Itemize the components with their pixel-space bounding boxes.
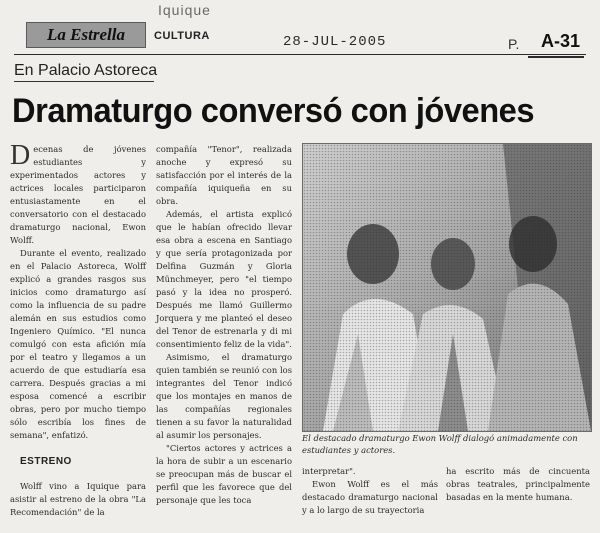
page-prefix: P. xyxy=(508,36,520,52)
newspaper-logo: La Estrella xyxy=(26,22,146,48)
page-number-underline xyxy=(528,56,584,58)
page-number: A-31 xyxy=(541,31,581,51)
handwritten-city-note: Iquique xyxy=(158,2,211,18)
paragraph-santiago: Además, el artista explicó que le habían ofrecido llevar esa obra a escena en Santiago y que sería protagonizada por Delfina Guzmán y Gloria Münchmeyer, pero "el tiempo pasó y la idea no prosperó. Después me llamó Guillermo Jorquera y me planteó el deseo del Tenor de estrenarla y di mi consentimiento feliz de la vida". xyxy=(156,209,292,349)
article-column-1 xyxy=(10,140,146,440)
paragraph-premiere: Wolff vino a Iquique para asistir al estreno de la obra "La Recomendación" de la xyxy=(10,481,146,517)
masthead-divider xyxy=(14,54,586,55)
paragraph-works: ha escrito más de cincuenta obras teatrales, principalmente basadas en la mente humana. xyxy=(446,466,590,502)
article-column-1-bottom xyxy=(10,480,146,533)
kicker-underline xyxy=(14,81,154,82)
article-subhead: ESTRENO xyxy=(20,456,72,467)
paragraph-quote: "Ciertos actores y actrices a la hora de subir a un escenario se preocupan más de buscar el perfil que les favorece que del personaje que les toca xyxy=(156,443,292,505)
paragraph-interpret: interpretar". xyxy=(302,466,356,476)
photo-caption: El destacado dramaturgo Ewon Wolff dialogó animadamente con estudiantes y actores. xyxy=(302,433,578,455)
photo-halftone-image xyxy=(303,144,591,431)
paragraph-event: Durante el evento, realizado en el Palacio Astoreca, Wolff explicó a grandes rasgos sus inicios como dramaturgo así como la influencia de su padre alemán en sus estudios como Ingeniero Químico. "El nunca comulgó con esta afición mía por el teatro y llegamos a un acuerdo de que estudiaría esa carrera. Después gracias a mi esposa comencé a escribir obras, pero por mucho tiempo sólo escribía los fines de semana", enfatizó. xyxy=(10,248,146,440)
section-label: CULTURA xyxy=(154,30,210,42)
drop-cap: D xyxy=(10,140,31,171)
paragraph-continuation: compañía "Tenor", realizada anoche y expresó su satisfacción por el interés de la compañía iquiqueña en su obra. xyxy=(156,144,292,206)
article-photo xyxy=(302,143,592,432)
article-kicker: En Palacio Astoreca xyxy=(14,62,158,79)
article-headline: Dramaturgo conversó con jóvenes xyxy=(12,92,535,130)
paragraph-intro xyxy=(10,140,146,247)
paragraph-regional: Asimismo, el dramaturgo quien también se reunió con los integrantes del Tenor indicó que los montajes en manos de las compañías regionales tienen a su favor la naturalidad al asumir los personajes. xyxy=(156,352,292,440)
article-column-2 xyxy=(156,143,292,533)
article-column-4 xyxy=(446,465,590,533)
handwritten-date-note: 28-JUL-2005 xyxy=(283,34,387,50)
paragraph-intro-text: ecenas de jóvenes estudiantes y experimentados actores y actrices locales participaron entusiastamente en el conversatorio con el destacado dramaturgo nacional, Ewon Wolff. xyxy=(10,144,146,245)
article-column-3 xyxy=(302,465,438,533)
paragraph-career: Ewon Wolff es el más destacado dramaturgo nacional y a lo largo de su trayectoria xyxy=(302,479,438,515)
